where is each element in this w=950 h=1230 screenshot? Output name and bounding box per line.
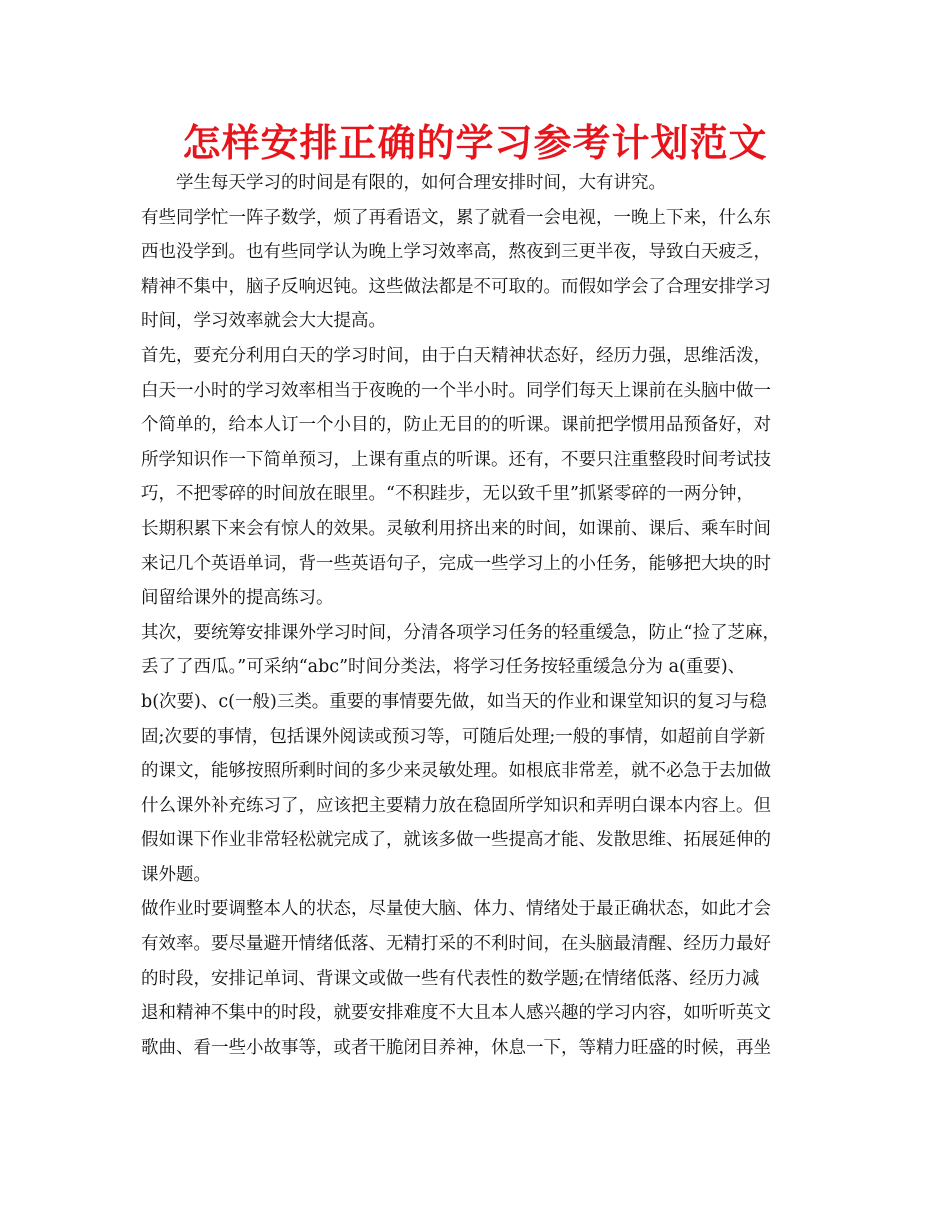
text-line: 丢了了西瓜。”可采纳“abc”时间分类法，将学习任务按轻重缓急分为 a(重要)、	[141, 657, 746, 678]
text-line: 白天一小时的学习效率相当于夜晚的一个半小时。同学们每天上课前在头脑中做一	[141, 380, 771, 401]
text-line: 做作业时要调整本人的状态，尽量使大脑、体力、情绪处于最正确状态，如此才会	[141, 899, 771, 920]
document-body	[141, 166, 821, 1065]
text-line: 什么课外补充练习了，应该把主要精力放在稳固所学知识和弄明白课本内容上。但	[141, 795, 771, 816]
text-line: 首先，要充分利用白天的学习时间，由于白天精神状态好，经历力强，思维活泼，	[141, 345, 771, 366]
text-line: 的时段，安排记单词、背课文或做一些有代表性的数学题;在情绪低落、经历力减	[141, 968, 760, 989]
text-line: 间留给课外的提高练习。	[141, 588, 334, 609]
text-line: 的课文，能够按照所剩时间的多少来灵敏处理。如根底非常差，就不必急于去加做	[141, 761, 771, 782]
text-line: 巧，不把零碎的时间放在眼里。“不积跬步，无以致千里”抓紧零碎的一两分钟，	[141, 484, 754, 505]
text-line: b(次要)、c(一般)三类。重要的事情要先做，如当天的作业和课堂知识的复习与稳	[141, 691, 767, 712]
text-line: 时间，学习效率就会大大提高。	[141, 311, 386, 332]
text-line: 固;次要的事情，包括课外阅读或预习等，可随后处理;一般的事情，如超前自学新	[141, 726, 766, 747]
text-line: 退和精神不集中的时段，就要安排难度不大且本人感兴趣的学习内容，如听听英文	[141, 1003, 771, 1024]
text-line: 歌曲、看一些小故事等，或者干脆闭目养神，休息一下，等精力旺盛的时候，再坐	[141, 1037, 771, 1058]
text-line: 个简单的，给本人订一个小目的，防止无目的的听课。课前把学惯用品预备好，对	[141, 415, 771, 436]
text-line: 假如课下作业非常轻松就完成了，就该多做一些提高才能、发散思维、拓展延伸的	[141, 830, 771, 851]
text-line: 精神不集中，脑子反响迟钝。这些做法都是不可取的。而假如学会了合理安排学习	[141, 276, 771, 297]
text-line: 学生每天学习的时间是有限的，如何合理安排时间，大有讲究。	[176, 173, 666, 193]
text-line: 有效率。要尽量避开情绪低落、无精打采的不利时间，在头脑最清醒、经历力最好	[141, 934, 771, 955]
text-line: 长期积累下来会有惊人的效果。灵敏利用挤出来的时间，如课前、课后、乘车时间	[141, 518, 771, 539]
text-line: 课外题。	[141, 864, 211, 885]
text-line: 有些同学忙一阵子数学，烦了再看语文，累了就看一会电视，一晚上下来，什么东	[141, 207, 771, 228]
document-title: 怎样安排正确的学习参考计划范文	[182, 121, 768, 165]
text-line: 来记几个英语单词，背一些英语句子，完成一些学习上的小任务，能够把大块的时	[141, 553, 771, 574]
text-line: 西也没学到。也有些同学认为晚上学习效率高，熬夜到三更半夜，导致白天疲乏，	[141, 242, 771, 263]
text-line: 所学知识作一下简单预习，上课有重点的听课。还有，不要只注重整段时间考试技	[141, 449, 771, 470]
text-line: 其次，要统筹安排课外学习时间，分清各项学习任务的轻重缓急，防止“捡了芝麻，	[141, 622, 780, 643]
